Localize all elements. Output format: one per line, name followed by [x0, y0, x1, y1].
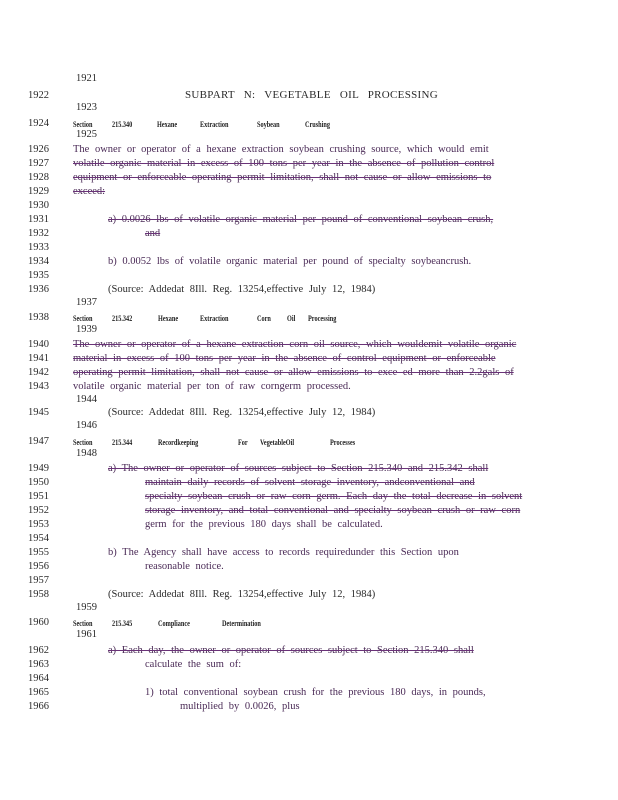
line-number: 1945 [28, 407, 49, 418]
section-heading-word: 215.342 [112, 314, 133, 323]
document-line [0, 323, 618, 336]
line-number: 1957 [28, 575, 49, 586]
section-heading-word: Recordkeeping [158, 438, 199, 447]
document-line [0, 700, 618, 713]
document-line [0, 380, 618, 393]
document-line [0, 419, 618, 432]
line-number: 1963 [28, 659, 49, 670]
document-line [0, 199, 618, 212]
struck-text: volatile organic material in excess of 100 tons per year in the absence of pollution control [73, 158, 495, 169]
section-heading-word: Section [73, 619, 93, 628]
line-number: 1954 [28, 533, 49, 544]
document-line [0, 574, 618, 587]
struck-text: material in excess of 100 tons per year in the absence of control equipment or enforceable [73, 353, 496, 364]
line-number: 1965 [28, 687, 49, 698]
line-number: 1951 [28, 491, 49, 502]
section-heading-word: Extraction [200, 120, 229, 129]
section-heading-word: Section [73, 120, 93, 129]
line-number: 1927 [28, 158, 49, 169]
section-heading-word: Determination [222, 619, 261, 628]
document-line [0, 213, 618, 226]
document-line [0, 658, 618, 671]
section-heading-word: Section [73, 438, 93, 447]
document-line [0, 241, 618, 254]
section-heading-word: 215.340 [112, 120, 133, 129]
line-number: 1960 [28, 617, 49, 628]
document-line [0, 462, 618, 475]
line-number: 1933 [28, 242, 49, 253]
struck-text: equipment or enforceable operating permit limitation, shall not cause or allow emissions to [73, 172, 492, 183]
body-text: b) The Agency shall have access to records requiredunder this Section upon [108, 547, 459, 558]
line-number: 1961 [76, 629, 97, 640]
line-number: 1964 [28, 673, 49, 684]
line-number: 1953 [28, 519, 49, 530]
section-heading-word: Crushing [305, 120, 330, 129]
line-number: 1946 [76, 420, 97, 431]
document-line [0, 644, 618, 657]
document-line [0, 490, 618, 503]
document-line [0, 366, 618, 379]
body-text: calculate the sum of: [145, 659, 242, 670]
line-number: 1928 [28, 172, 49, 183]
struck-text: operating permit limitation, shall not cause or allow emissions to exce ed more than 2.2gals of [73, 367, 514, 378]
line-number: 1932 [28, 228, 49, 239]
document-line [0, 672, 618, 685]
section-heading-word: 215.344 [112, 438, 133, 447]
subpart-title: SUBPART N: VEGETABLE OIL PROCESSING [185, 89, 438, 101]
body-text: volatile organic material per ton of raw corngerm processed. [73, 381, 351, 392]
document-line [0, 101, 618, 114]
document-line [0, 588, 618, 601]
document-line [0, 504, 618, 517]
line-number: 1939 [76, 324, 97, 335]
struck-text: a) 0.0026 lbs of volatile organic material per pound of conventional soybean crush, [108, 214, 494, 225]
line-number: 1926 [28, 144, 49, 155]
body-text: multiplied by 0.0026, plus [180, 701, 300, 712]
line-number: 1959 [76, 602, 97, 613]
document-line [0, 255, 618, 268]
document-line [0, 269, 618, 282]
document-line [0, 447, 618, 460]
document-line [0, 686, 618, 699]
section-heading-word: Corn [257, 314, 271, 323]
section-heading-word: Processes [330, 438, 356, 447]
document-line [0, 560, 618, 573]
document-line [0, 283, 618, 296]
section-heading-word: Extraction [200, 314, 229, 323]
line-number: 1938 [28, 312, 49, 323]
section-heading-word: 215.345 [112, 619, 133, 628]
section-heading-word: For [238, 438, 248, 447]
line-number: 1943 [28, 381, 49, 392]
body-text: (Source: Addedat 8Ill. Reg. 13254,effective July 12, 1984) [108, 589, 376, 600]
body-text: reasonable notice. [145, 561, 224, 572]
line-number: 1942 [28, 367, 49, 378]
body-text: The owner or operator of a hexane extraction soybean crushing source, which would emit [73, 144, 489, 155]
line-number: 1941 [28, 353, 49, 364]
struck-text: exceed: [73, 186, 106, 197]
struck-text: and [145, 228, 161, 239]
body-text: germ for the previous 180 days shall be calculated. [145, 519, 383, 530]
document-line [0, 601, 618, 614]
line-number: 1949 [28, 463, 49, 474]
line-number: 1921 [76, 73, 97, 84]
line-number: 1955 [28, 547, 49, 558]
body-text: (Source: Addedat 8Ill. Reg. 13254,effective July 12, 1984) [108, 284, 376, 295]
line-number: 1956 [28, 561, 49, 572]
struck-text: storage inventory, and total conventional and specialty soybean crush or raw corn [145, 505, 521, 516]
line-number: 1962 [28, 645, 49, 656]
document-line [0, 338, 618, 351]
line-number: 1944 [76, 394, 97, 405]
document-line [0, 476, 618, 489]
document-line [0, 128, 618, 141]
struck-text: a) Each day, the owner or operator of sources subject to Section 215.340 shall [108, 645, 474, 656]
struck-text: a) The owner or operator of sources subject to Section 215.340 and 215.342 shall [108, 463, 489, 474]
struck-text: maintain daily records of solvent storage inventory, andconventional and [145, 477, 475, 488]
document-line [0, 143, 618, 156]
document-line [0, 72, 618, 85]
document-line [0, 518, 618, 531]
document-line [0, 546, 618, 559]
document-line [0, 296, 618, 309]
struck-text: The owner or operator of a hexane extraction corn oil source, which wouldemit volatile organic [73, 339, 517, 350]
struck-text: specialty soybean crush or raw corn germ. Each day the total decrease in solvent [145, 491, 523, 502]
line-number: 1940 [28, 339, 49, 350]
line-number: 1950 [28, 477, 49, 488]
line-number: 1929 [28, 186, 49, 197]
document-line [0, 185, 618, 198]
section-heading-word: Processing [308, 314, 337, 323]
line-number: 1958 [28, 589, 49, 600]
line-number: 1936 [28, 284, 49, 295]
document-line [0, 227, 618, 240]
document-line [0, 406, 618, 419]
line-number: 1930 [28, 200, 49, 211]
line-number: 1924 [28, 118, 49, 129]
section-heading-word: Hexane [158, 314, 179, 323]
document-line [0, 628, 618, 641]
body-text: (Source: Addedat 8Ill. Reg. 13254,effective July 12, 1984) [108, 407, 376, 418]
section-heading-word: Compliance [158, 619, 190, 628]
section-heading-word: VegetableOil [260, 438, 295, 447]
line-number: 1923 [76, 102, 97, 113]
body-text: b) 0.0052 lbs of volatile organic material per pound of specialty soybeancrush. [108, 256, 472, 267]
document-line [0, 171, 618, 184]
section-heading-word: Soybean [257, 120, 280, 129]
document-line [0, 532, 618, 545]
line-number: 1937 [76, 297, 97, 308]
line-number: 1931 [28, 214, 49, 225]
section-heading-word: Hexane [157, 120, 178, 129]
section-heading-word: Oil [287, 314, 296, 323]
document-line [0, 157, 618, 170]
body-text: 1) total conventional soybean crush for the previous 180 days, in pounds, [145, 687, 486, 698]
line-number: 1935 [28, 270, 49, 281]
document-line [0, 393, 618, 406]
line-number: 1934 [28, 256, 49, 267]
line-number: 1966 [28, 701, 49, 712]
line-number: 1922 [28, 90, 49, 101]
document-line [0, 352, 618, 365]
line-number: 1925 [76, 129, 97, 140]
line-number: 1952 [28, 505, 49, 516]
line-number: 1948 [76, 448, 97, 459]
line-number: 1947 [28, 436, 49, 447]
section-heading-word: Section [73, 314, 93, 323]
